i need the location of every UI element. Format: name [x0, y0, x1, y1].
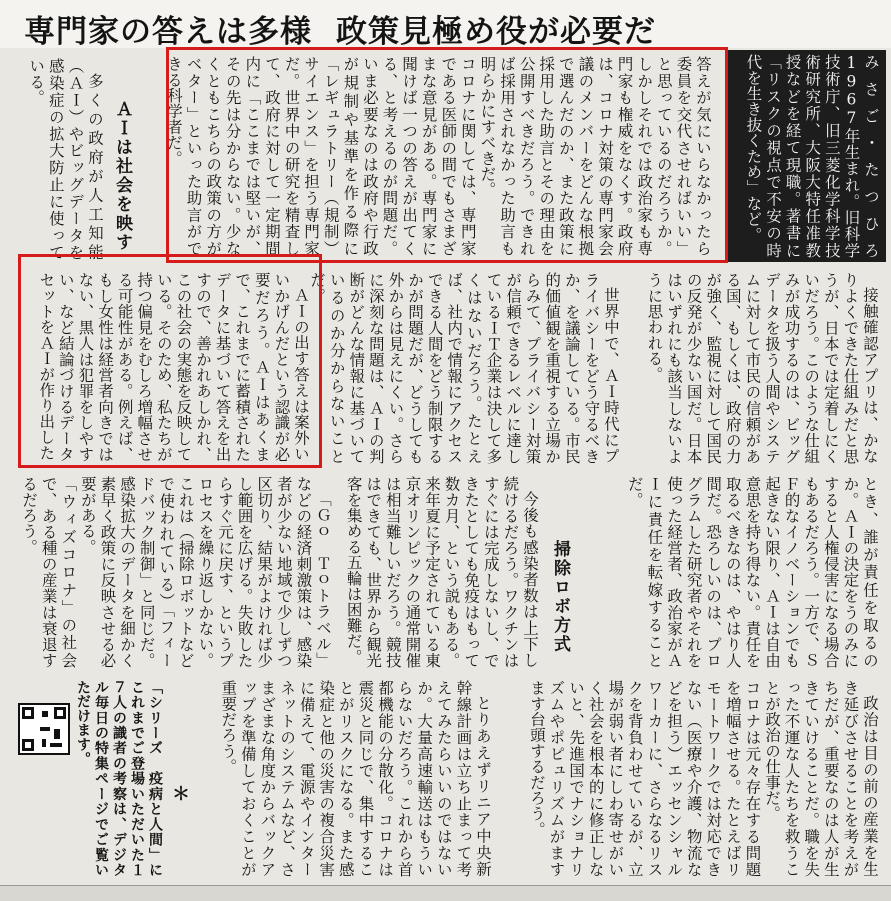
- qr-code-icon[interactable]: [18, 703, 70, 755]
- expert-advice-paragraphs: 答えが気にいらなかったら委員を交代させればいい」と思っているのだろうか。しかしそれでは政治家も専門家も権威をなくす。政府は、コロナ対策の専門家会議のメンバーをどんな根拠で選んだのか、また政策に採用した助言とその理由を公開すべきだろう。できれば採用されなかった助言も明らかにすべきだ。 コロナに関しては、専門家である医師の間でもさまざまな意見がある。専門家に聞けば一つの答えが出てくる、と考えるのが問題だ。いま必要なのは政府や行政が規制や基準を作る際に「レギュラトリー（規制）サイエンス」を担う専門家だ。世界中の研究を精査して、政府に対して一定期間内に「ここまでは堅いが、その先は分からない。少なくともこちらの政策の方がベター」といった助言ができる科学者だ。: [164, 56, 712, 256]
- ai-intro-text: 多くの政府が人工知能（ＡＩ）やビッグデータを感染症の拡大防止に使っている。: [27, 58, 104, 260]
- disaster-text: とりあえずリニア中央新幹線計画は立ち止まって考えてみたらいいのではないか。大量高速輸送はもういらないだろう。これから首都機能の分散化。コロナは震災と同じで、集中することがリスクになる。また感染症と他の災害の複合災害に備えて、電源やインターネットのシステムなど、さまざまな角度からバックアップを準備しておくことが重要だろう。: [219, 680, 492, 877]
- ai-subhead: ＡＩは社会を映す: [112, 100, 132, 252]
- app-text: 接触確認アプリは、かなりよくできた仕組みだと思うが、日本では定着しにくいだろう。このような仕組みが成功するのは、ビッグデータを扱う人間やシステムに対して市民の信頼がある国、もしくは、政府の力が強く、監視に対して国民の反発が少ない国だ。日本はいずれにも該当しないように思われる。: [645, 272, 879, 464]
- headline-part1: 専門家の答えは多様: [24, 14, 312, 50]
- section-star: ＊: [172, 784, 190, 805]
- expert-advice-text: [164, 50, 720, 262]
- robot-subhead: 掃除ロボ方式: [550, 540, 570, 654]
- headline-part2: 政策見極め役が必要だ: [336, 14, 656, 50]
- privacy-text: 世界中で、ＡＩ時代にプライバシーをどう守るべきか、を議論している。市民的価値観を重視する立場からみて、プライバシー対策が信頼できるレベルに達しているＩＴ企業は決して多くはないだろう。たとえば、社内で情報にアクセスできる人間をどう制限するかが問題だが、どうしても外からは見えにくい。さらに深刻な問題は、ＡＩの判断がどんな情報に基づいているのか分からないことだ。: [308, 272, 620, 464]
- author-bio: みさご・たつひろ 1967年生まれ。旧科学技術庁、旧三菱化学科学技術研究所、大阪大特任准教授などを経て現職。著書に「リスクの視点で不安の時代を生き抜くため」など。: [726, 50, 886, 262]
- robot-text: 今後も感染者数は上下し続けるだろう。ワクチンはすぐには完成しないし、できたとしても免疫はもって数カ月、という説もある。来年夏に予定されている東京オリンピックの通常開催は相当難しいだろう。競技はできても、世界から観光客を集める五輪は困難だ。: [344, 476, 539, 668]
- responsibility-text: とき、誰が責任を取るのか。ＡＩの決定をうのみにすると人権侵害になる場合もあるだろう。一方で、ＳＦ的なイノベーションでも起きない限り、ＡＩは自由意思を持ち得ない。責任を取るべきなのは、やはり人間だ。恐ろしいのは、プログラムした研究者やそれを使った経営者、政治家がＡＩに責任を転嫁することだ。: [625, 476, 879, 668]
- politics-text: 政治は目の前の産業を生き延びさせることを考えがちだが、重要なのは人が生きていけることだ。職を失った不運な人たちを救うことが政治の仕事だ。 コロナは元々存在する問題を増幅させる。たとえばリモートワークでは対応できない（医療や介護、物流などを担う）エッセンシャルワーカーに、さらなるリスクを背負わせているが、立場が弱い者にしわ寄せがいく社会を根本的に修正しないと、先進国でナショナリズムやポピュリズムがますます台頭するだろう。: [527, 680, 879, 877]
- headline: [0, 0, 891, 48]
- goto-text: 「Ｇｏ Ｔｏトラベル」などの経済刺激策は、感染者が少ない地域で少しずつ区切り、結果がよければ少し範囲を広げる。失敗したらすぐ元に戻す、というプロセスを繰り返しかない。これは（掃除ロボットなどで使われている）「フィードバック制御」と同じだ。感染拡大のデータを細かく素早く政策に反映させる必要がある。 「ウィズコロナ」の社会で、ある種の産業は衰退するだろう。: [20, 476, 332, 668]
- ai-bias-text: ＡＩの出す答えは案外いいかげんだという認識が必要だろう。ＡＩはあくまで、これまでに蓄積されたデータに基づいて答えを出すので、善かれあしかれ、この社会の実態を反映している。そのため、私たちが持つ偏見をむしろ増幅させる可能性がある。例えば、もし女性は経営者向きではない、黒人は犯罪をしやすい、など結論づけるデータセットをＡＩが作り出した: [37, 272, 310, 462]
- bottom-edge: [0, 885, 891, 901]
- series-note: 「シリーズ 疫病と人間」にこれまでご登場いただいた１７人の識者の考察は、デジタル毎日の特集ページでご覧いただけます。: [75, 680, 163, 877]
